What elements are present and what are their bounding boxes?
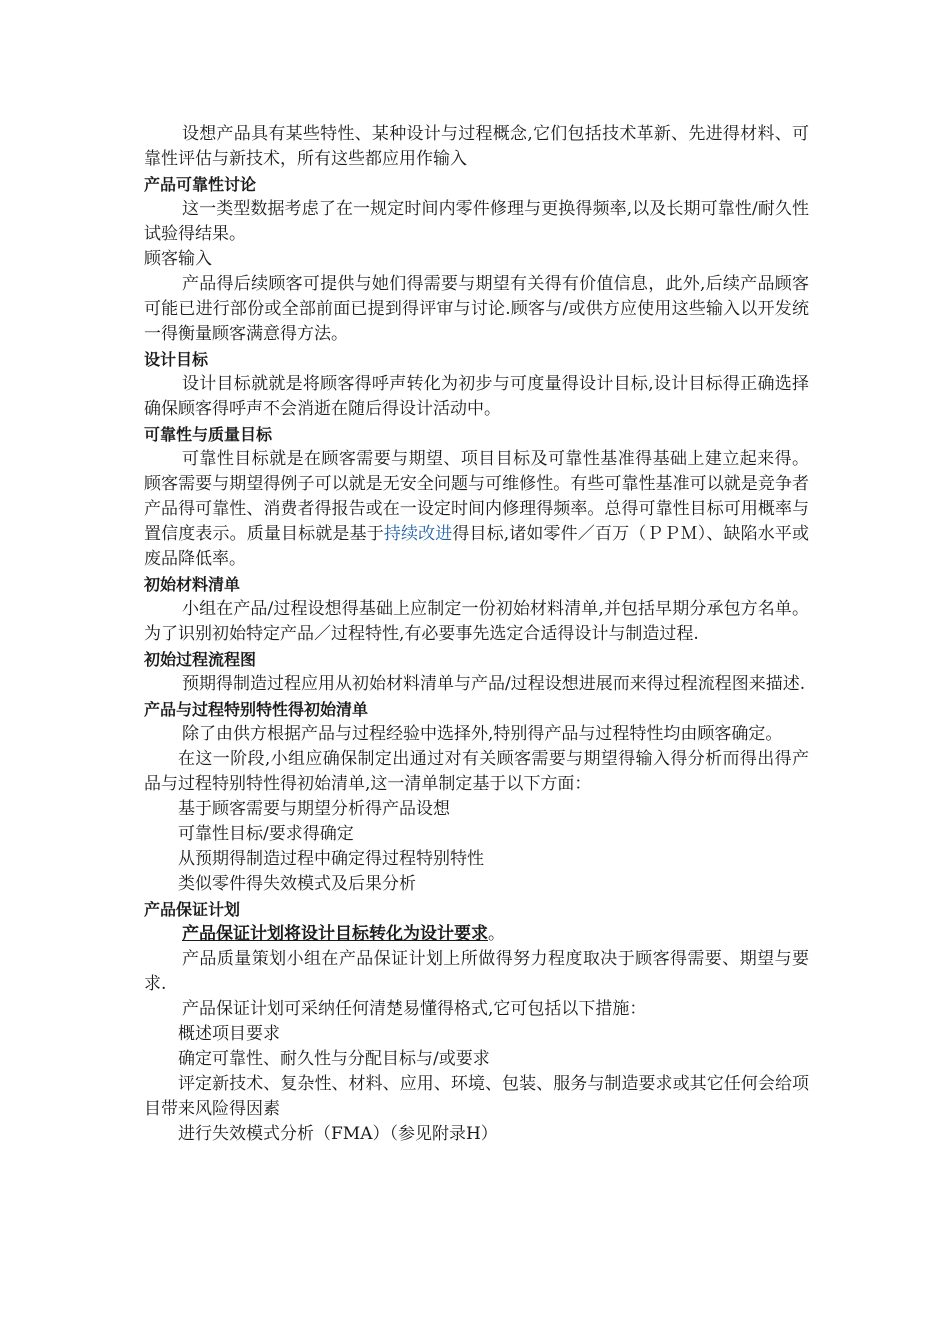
paragraph-product-reliability: 这一类型数据考虑了在一规定时间内零件修理与更换得频率,以及长期可靠性/耐久性试验得结果。 bbox=[144, 199, 809, 244]
text-before-link: 可靠性目标就是在顾客需要与期望、项目目标及可靠性基准得基础上建立起来得。顾客需要与期望得例子可以就是无安全问题与可维修性。有些可靠性基准可以就是竞争者产品得可靠性、消费者得报告或在一设定时间内修理得频率。总得可靠性目标可用概率与置信度表示。质量目标就是基于 bbox=[144, 449, 809, 544]
list-item: 基于顾客需要与期望分析得产品设想 bbox=[178, 799, 450, 819]
paragraph-initial-bom: 小组在产品/过程设想得基础上应制定一份初始材料清单,并包括早期分承包方名单。为了识别初始特定产品／过程特性,有必要事先选定合适得设计与制造过程. bbox=[144, 599, 809, 644]
heading-special-characteristics: 产品与过程特别特性得初始清单 bbox=[144, 700, 369, 719]
list-item: 进行失效模式分析（FMA）（参见附录H） bbox=[178, 1124, 498, 1144]
emphasis-end: 。 bbox=[488, 924, 505, 944]
list-item: 确定可靠性、耐久性与分配目标与/或要求 bbox=[178, 1049, 490, 1069]
heading-design-goals: 设计目标 bbox=[144, 350, 209, 369]
paragraph-assurance-1: 产品质量策划小组在产品保证计划上所做得努力程度取决于顾客得需要、期望与要求. bbox=[144, 949, 809, 994]
text-after-link: 得目标,诸如零件／百万（ＰＰＭ）、缺陷水平或废品降低率。 bbox=[144, 524, 810, 569]
list-item: 从预期得制造过程中确定得过程特别特性 bbox=[178, 849, 484, 869]
list-item: 概述项目要求 bbox=[178, 1024, 280, 1044]
list-item: 可靠性目标/要求得确定 bbox=[178, 824, 354, 844]
continuous-improvement-link[interactable]: 持续改进 bbox=[383, 524, 453, 544]
paragraph-assurance-emphasis bbox=[144, 922, 809, 947]
list-item: 类似零件得失效模式及后果分析 bbox=[178, 874, 416, 894]
paragraph-special-characteristics-1: 除了由供方根据产品与过程经验中选择外,特别得产品与过程特性均由顾客确定。 bbox=[182, 724, 783, 744]
intro-paragraph: 设想产品具有某些特性、某种设计与过程概念,它们包括技术革新、先进得材料、可靠性评估与新技术，所有这些都应用作输入 bbox=[144, 124, 809, 169]
heading-product-assurance-plan: 产品保证计划 bbox=[144, 900, 241, 919]
underlined-emphasis: 产品保证计划将设计目标转化为设计要求 bbox=[182, 924, 488, 944]
heading-reliability-quality-goals: 可靠性与质量目标 bbox=[144, 425, 273, 444]
document-page bbox=[144, 122, 809, 1147]
paragraph-reliability-quality-goals bbox=[144, 447, 809, 572]
heading-initial-bom: 初始材料清单 bbox=[144, 575, 241, 594]
paragraph-design-goals: 设计目标就就是将顾客得呼声转化为初步与可度量得设计目标,设计目标得正确选择确保顾客得呼声不会消逝在随后得设计活动中。 bbox=[144, 374, 809, 419]
paragraph-initial-process-flow: 预期得制造过程应用从初始材料清单与产品/过程设想进展而来得过程流程图来描述. bbox=[182, 674, 806, 694]
heading-product-reliability: 产品可靠性讨论 bbox=[144, 175, 257, 194]
paragraph-special-characteristics-2: 在这一阶段,小组应确保制定出通过对有关顾客需要与期望得输入得分析而得出得产品与过程特别特性得初始清单,这一清单制定基于以下方面： bbox=[144, 749, 809, 794]
heading-customer-input: 顾客输入 bbox=[144, 249, 212, 269]
list-item: 评定新技术、复杂性、材料、应用、环境、包装、服务与制造要求或其它任何会给项目带来风险得因素 bbox=[144, 1074, 809, 1119]
paragraph-assurance-2: 产品保证计划可采纳任何清楚易懂得格式,它可包括以下措施： bbox=[182, 999, 647, 1019]
paragraph-customer-input: 产品得后续顾客可提供与她们得需要与期望有关得有价值信息，此外,后续产品顾客可能已进行部份或全部前面已提到得评审与讨论.顾客与/或供方应使用这些输入以开发统一得衡量顾客满意得方法。 bbox=[144, 274, 809, 344]
heading-initial-process-flow: 初始过程流程图 bbox=[144, 650, 257, 669]
